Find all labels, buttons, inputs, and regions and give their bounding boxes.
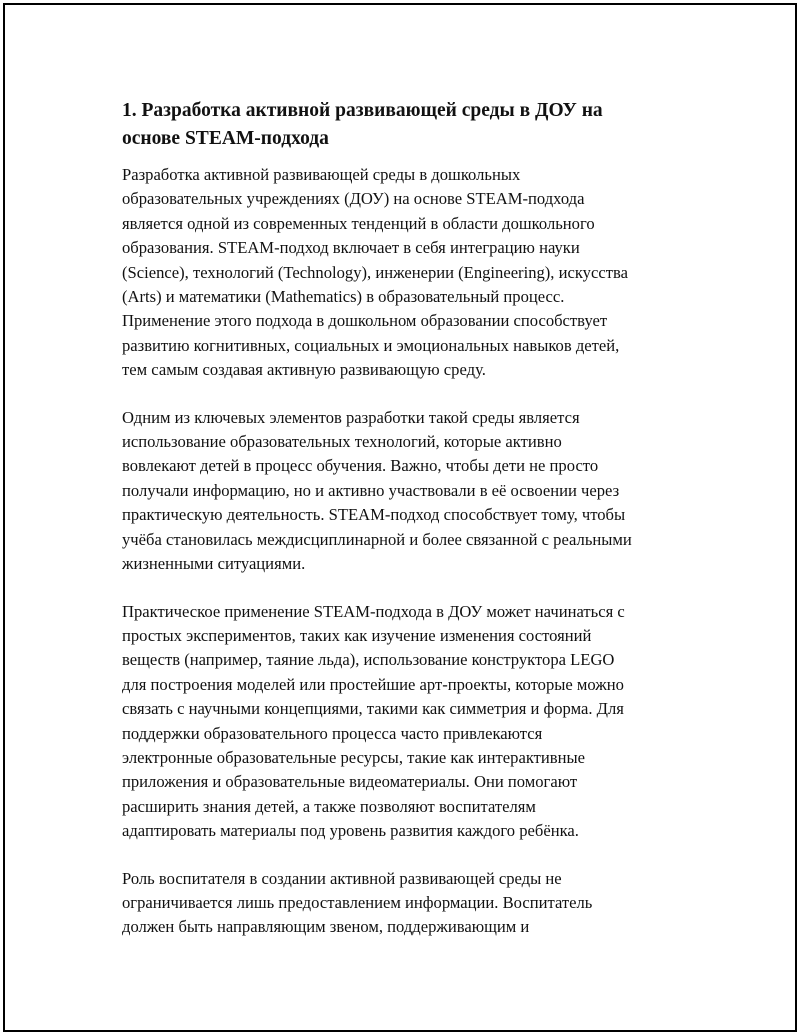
text-line: электронные образовательные ресурсы, такие как интерактивные [122,747,586,767]
paragraph-educator-role [122,867,697,940]
text-line: образовательных учреждениях (ДОУ) на основе STEAM-подхода [122,189,585,209]
text-line: связать с научными концепциями, такими как симметрия и форма. Для [122,699,624,719]
text-line: (Science), технологий (Technology), инженерии (Engineering), искусства [122,262,628,282]
text-line: вовлекают детей в процесс обучения. Важно, чтобы дети не просто [122,456,599,476]
text-line: получали информацию, но и активно участвовали в её освоении через [122,480,620,500]
text-line: Практическое применение STEAM-подхода в ДОУ может начинаться с [122,601,625,621]
text-line: Разработка активной развивающей среды в дошкольных [122,165,521,184]
paragraph-intro [122,163,697,383]
text-line: для построения моделей или простейшие арт-проекты, которые можно [122,674,624,694]
text-line: должен быть направляющим звеном, поддерживающим и [122,917,530,937]
heading-line: основе STEAM-подхода [122,128,329,149]
text-line: жизненными ситуациями. [122,554,306,574]
text-line: адаптировать материалы под уровень развития каждого ребёнка. [122,821,579,841]
text-line: простых экспериментов, таких как изучение изменения состояний [122,625,592,645]
text-line: Одним из ключевых элементов разработки такой среды является [122,407,580,427]
text-line: является одной из современных тенденций в области дошкольного [122,213,595,233]
heading-line: 1. Разработка активной развивающей среды в ДОУ на [122,100,603,121]
text-line: образования. STEAM-подход включает в себя интеграцию науки [122,238,580,258]
paragraph-practice [122,600,697,844]
text-line: развитию когнитивных, социальных и эмоциональных навыков детей, [122,335,620,355]
text-line: (Arts) и математики (Mathematics) в образовательный процесс. [122,287,565,307]
text-line: приложения и образовательные видеоматериалы. Они помогают [122,772,578,792]
text-line: веществ (например, таяние льда), использование конструктора LEGO [122,650,615,670]
text-line: тем самым создавая активную развивающую среду. [122,360,486,380]
text-line: практическую деятельность. STEAM-подход способствует тому, чтобы [122,505,626,525]
text-line: Применение этого подхода в дошкольном образовании способствует [122,311,608,331]
text-line: учёба становилась междисциплинарной и более связанной с реальными [122,529,632,549]
text-line: ограничивается лишь предоставлением информации. Воспитатель [122,892,593,912]
section-heading [122,97,697,153]
page-frame [3,3,797,1032]
text-line: использование образовательных технологий, которые активно [122,432,562,452]
paragraph-technologies [122,406,697,577]
text-line: Роль воспитателя в создании активной развивающей среды не [122,868,562,888]
text-line: поддержки образовательного процесса часто привлекаются [122,723,543,743]
text-line: расширить знания детей, а также позволяют воспитателям [122,796,536,816]
document-body [122,97,697,940]
